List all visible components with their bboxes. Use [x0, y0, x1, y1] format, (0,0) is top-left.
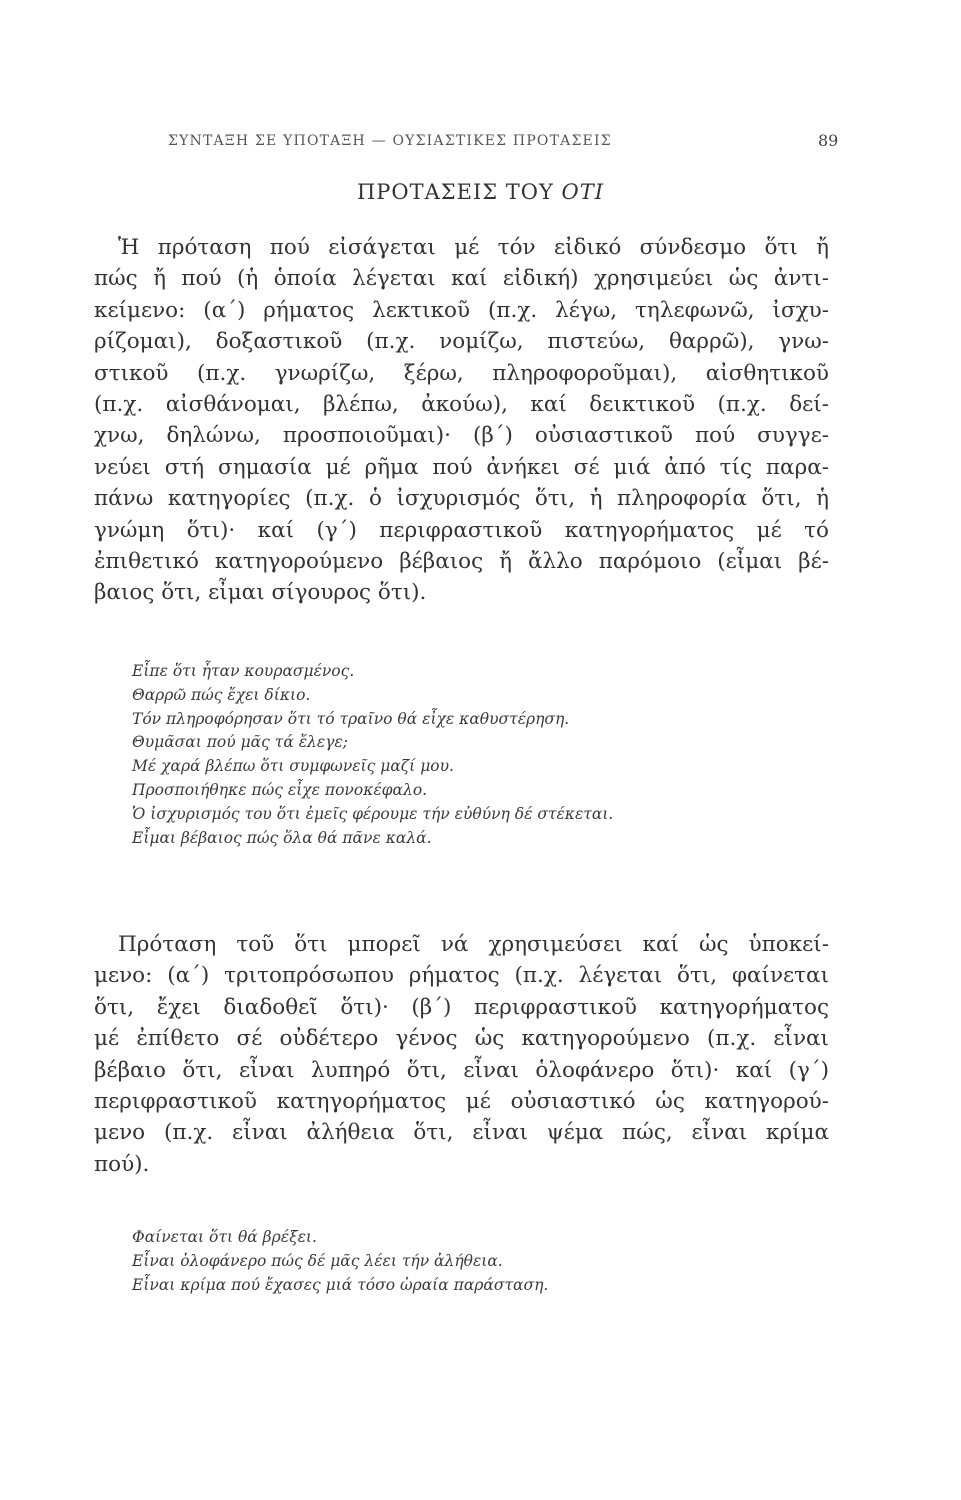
example-sentence: Εἶπε ὅτι ἦταν κουρασμένος. [132, 662, 355, 680]
example-sentence: Θαρρῶ πώς ἔχει δίκιο. [132, 685, 311, 704]
paragraph-line: χνω, δηλώνω, προσποιοῦμαι)· (β΄) οὐσιαστικοῦ πού συγγε- [94, 423, 829, 449]
example-sentence: Μέ χαρά βλέπω ὅτι συμφωνεῖς μαζί μου. [132, 757, 454, 776]
running-head: ΣΥΝΤΑΞΗ ΣΕ ΥΠΟΤΑΞΗ — ΟΥΣΙΑΣΤΙΚΕΣ ΠΡΟΤΑΣΕΙΣ [168, 133, 612, 149]
paragraph-line: πάνω κατηγορίες (π.χ. ὁ ἰσχυρισμός ὅτι, ἡ πληροφορία ὅτι, ἡ [94, 486, 829, 512]
section-title-word: ΟΤΙ [561, 180, 605, 204]
example-sentence: Φαίνεται ὅτι θά βρέξει. [132, 1228, 317, 1246]
paragraph-line: μέ ἐπίθετο σέ οὐδέτερο γένος ὡς κατηγορούμενο (π.χ. εἶναι [94, 1026, 829, 1052]
paragraph-line: ἐπιθετικό κατηγορούμενο βέβαιος ἤ ἄλλο παρόμοιο (εἶμαι βέ- [94, 549, 829, 575]
paragraph-line: στικοῦ (π.χ. γνωρίζω, ξέρω, πληροφοροῦμαι), αἰσθητικοῦ [94, 360, 829, 386]
paragraph-line: κείμενο: (α΄) ρήματος λεκτικοῦ (π.χ. λέγω, τηλεφωνῶ, ἰσχυ- [94, 297, 829, 323]
paragraph-line: Ἡ πρόταση πού εἰσάγεται μέ τόν εἰδικό σύνδεσμο ὅτι ἤ [118, 235, 829, 260]
paragraph-line: βαιος ὅτι, εἶμαι σίγουρος ὅτι). [94, 580, 427, 606]
paragraph-line: (π.χ. αἰσθάνομαι, βλέπω, ἀκούω), καί δεικτικοῦ (π.χ. δεί- [94, 392, 829, 418]
example-sentence: Θυμᾶσαι πού μᾶς τά ἔλεγε; [132, 733, 348, 752]
paragraph-line: ρίζομαι), δοξαστικοῦ (π.χ. νομίζω, πιστεύω, θαρρῶ), γνω- [94, 329, 829, 355]
page-number: 89 [818, 131, 839, 150]
example-sentence: Ὁ ἰσχυρισμός του ὅτι ἐμεῖς φέρουμε τήν εὐθύνη δέ στέκεται. [132, 804, 614, 823]
example-sentence: Τόν πληροφόρησαν ὅτι τό τραῖνο θά εἶχε καθυστέρηση. [132, 709, 570, 728]
paragraph-line: Πρόταση τοῦ ὅτι μπορεῖ νά χρησιμεύσει καί ὡς ὑποκεί- [118, 932, 829, 957]
paragraph-line: γνώμη ὅτι)· καί (γ΄) περιφραστικοῦ κατηγορήματος μέ τό [94, 517, 829, 543]
paragraph-2 [94, 929, 829, 1180]
examples-list-1 [132, 660, 832, 850]
paragraph-1 [94, 232, 829, 609]
example-sentence: Εἶναι κρίμα πού ἔχασες μιά τόσο ὡραία παράσταση. [132, 1275, 549, 1294]
paragraph-line: μενο: (α΄) τριτοπρόσωπου ρήματος (π.χ. λέγεται ὅτι, φαίνεται [94, 963, 829, 989]
example-sentence: Εἶναι ὁλοφάνερο πώς δέ μᾶς λέει τήν ἀλήθεια. [132, 1251, 503, 1270]
paragraph-line: πώς ἤ πού (ἡ ὁποία λέγεται καί εἰδική) χρησιμεύει ὡς ἀντι- [94, 266, 829, 292]
paragraph-line: περιφραστικοῦ κατηγορήματος μέ οὐσιαστικό ὡς κατηγορού- [94, 1089, 829, 1115]
section-title [0, 180, 961, 204]
paragraph-line: μενο (π.χ. εἶναι ἀλήθεια ὅτι, εἶναι ψέμα πώς, εἶναι κρίμα [94, 1120, 829, 1146]
paragraph-line: πού). [94, 1151, 150, 1177]
paragraph-line: νεύει στή σημασία μέ ρῆμα πού ἀνήκει σέ μιά ἀπό τίς παρα- [94, 454, 829, 480]
examples-list-2 [132, 1226, 832, 1297]
paragraph-line: βέβαιο ὅτι, εἶναι λυπηρό ὅτι, εἶναι ὁλοφάνερο ὅτι)· καί (γ΄) [94, 1057, 829, 1083]
example-sentence: Προσποιήθηκε πώς εἶχε πονοκέφαλο. [132, 780, 428, 799]
example-sentence: Εἶμαι βέβαιος πώς ὅλα θά πᾶνε καλά. [132, 828, 432, 847]
section-title-prefix: ΠΡΟΤΑΣΕΙΣ ΤΟΥ [356, 180, 562, 204]
paragraph-line: ὅτι, ἔχει διαδοθεῖ ὅτι)· (β΄) περιφραστικοῦ κατηγορήματος [94, 994, 829, 1020]
